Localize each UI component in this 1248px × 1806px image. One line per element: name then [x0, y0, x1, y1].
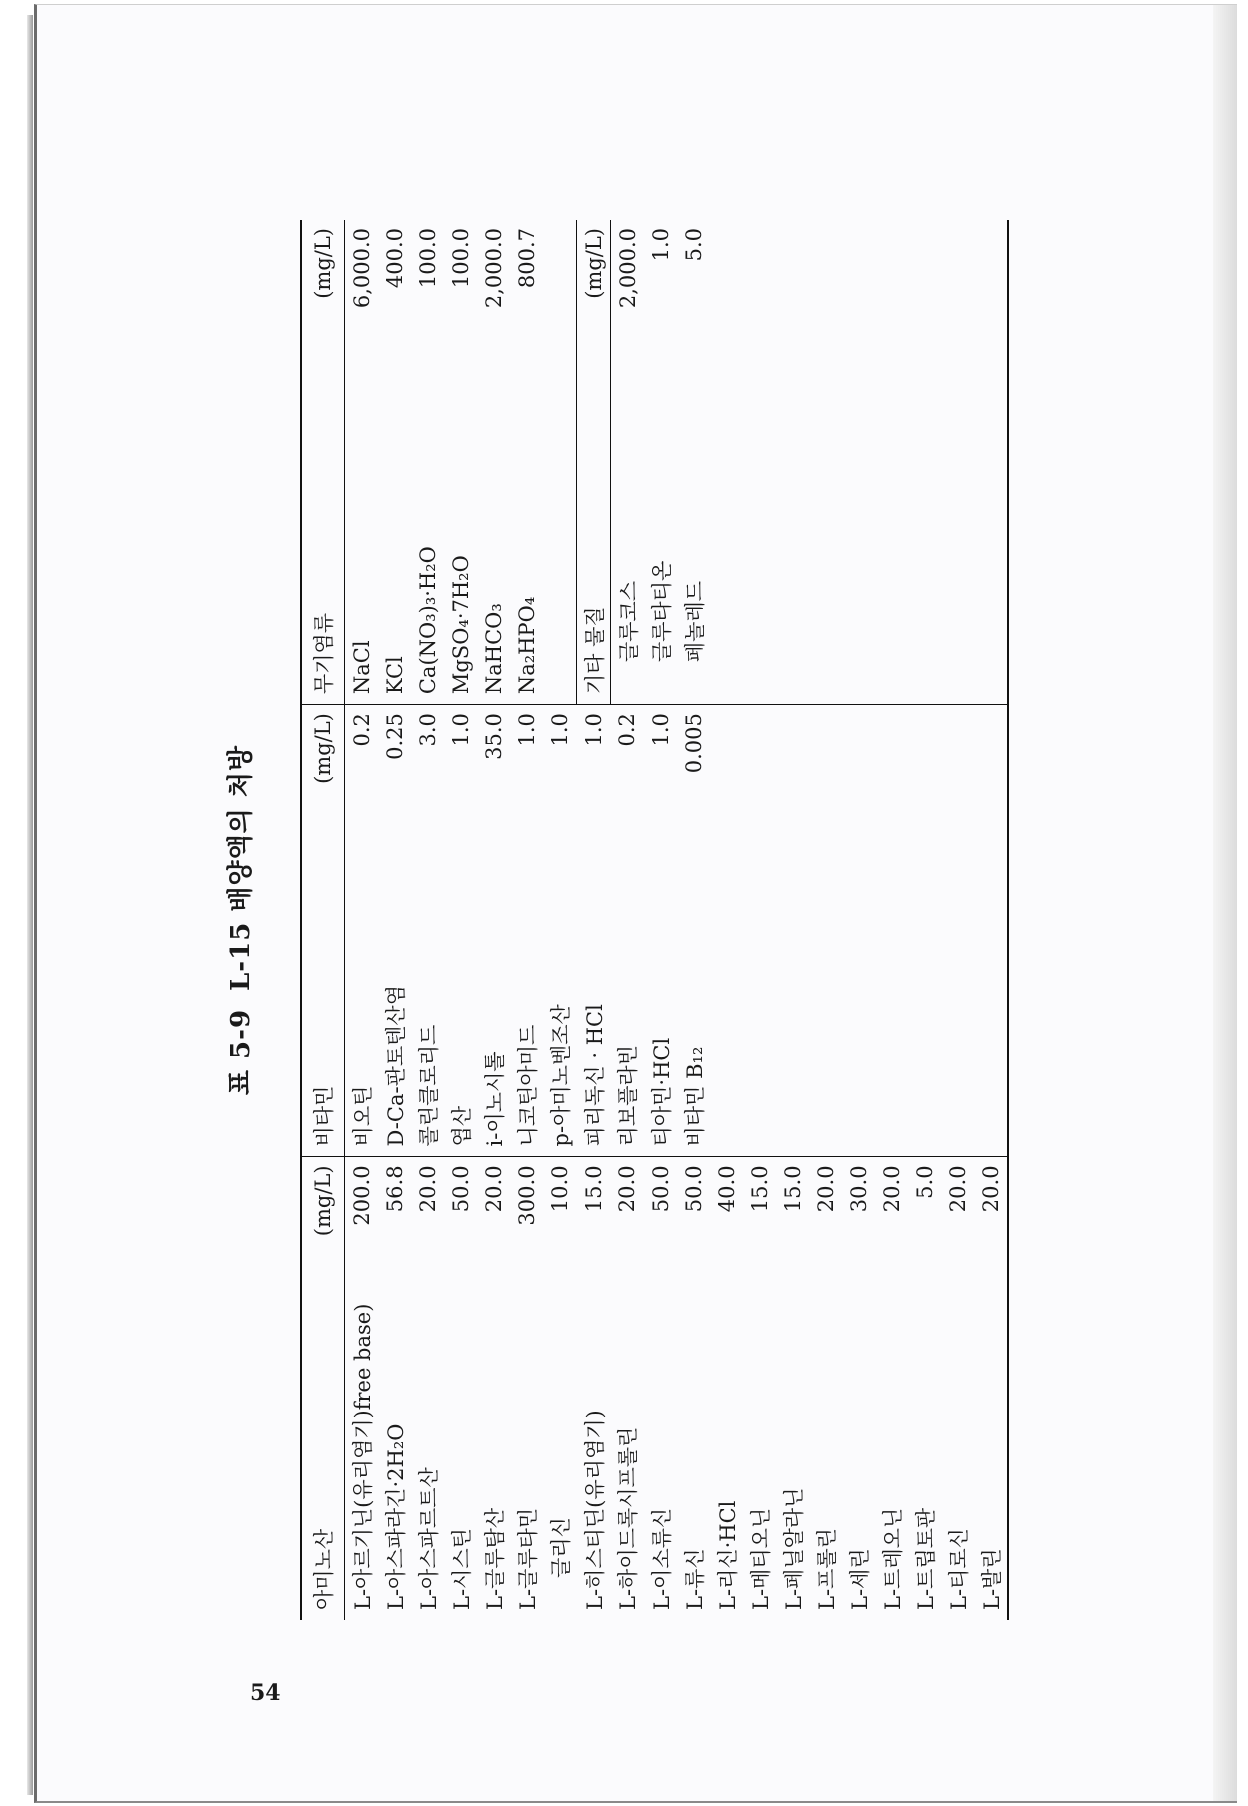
amino-name: L-글루탐산 [482, 1507, 507, 1610]
header-inorganic: 무기염류 [301, 349, 345, 704]
vitamin-value: 0.2 [349, 713, 374, 747]
table-row [974, 220, 1008, 1620]
vitamin-value [875, 705, 908, 823]
inorganic-name: MgSO₄·7H₂O [444, 349, 477, 704]
vitamin-value: 0.005 [681, 713, 706, 774]
amino-value: 20.0 [945, 1165, 970, 1213]
amino-value: 20.0 [813, 1165, 838, 1213]
amino-value: 15.0 [747, 1165, 772, 1213]
table-row [776, 220, 809, 1620]
vitamin-name [875, 823, 908, 1157]
amino-value: 5.0 [912, 1165, 937, 1199]
amino-name: L-하이드록시프롤린 [616, 1426, 641, 1610]
amino-name: 글리신 [548, 1517, 573, 1578]
amino-name: L-프롤린 [814, 1528, 839, 1610]
inorganic-name: NaHCO₃ [477, 349, 510, 704]
amino-name: L-리신·HCl [715, 1500, 740, 1610]
empty-cell [974, 220, 1008, 349]
header-row [301, 220, 345, 1620]
table-row [809, 220, 842, 1620]
table-row [908, 220, 941, 1620]
inorganic-value: 100.0 [448, 228, 473, 289]
empty-cell [743, 349, 776, 704]
vitamin-value [941, 705, 974, 823]
table-row [411, 220, 444, 1620]
vitamin-value: 1.0 [547, 713, 572, 747]
vitamin-value [842, 705, 875, 823]
amino-name: L-아스파라긴·2H₂O [383, 1423, 408, 1610]
table-number: 표 5-9 [226, 1008, 256, 1096]
vitamin-name: 비타민 B₁₂ [677, 823, 710, 1157]
vitamin-name: 니코틴아미드 [510, 823, 543, 1157]
inorganic-name: Na₂HPO₄ [510, 349, 543, 704]
empty-cell [875, 349, 908, 704]
inorganic-name: Ca(NO₃)₃·H₂O [411, 349, 444, 704]
amino-name: L-세린 [847, 1548, 872, 1610]
amino-value: 20.0 [481, 1165, 506, 1213]
other-name: 글루타티온 [644, 349, 677, 704]
empty-cell [543, 349, 577, 704]
amino-name: L-페닐알라닌 [781, 1487, 806, 1610]
vitamin-name [809, 823, 842, 1157]
other-name: 페놀레드 [677, 349, 710, 704]
amino-name: L-트레오닌 [880, 1507, 905, 1610]
vitamin-value [809, 705, 842, 823]
amino-value: 15.0 [581, 1165, 606, 1213]
amino-name: L-글루타민 [515, 1507, 540, 1610]
vitamin-value [974, 705, 1008, 823]
inorganic-name: KCl [378, 349, 411, 704]
empty-cell [875, 220, 908, 349]
inorganic-value: 800.7 [514, 228, 539, 289]
vitamin-name: D-Ca-판토텐산염 [378, 823, 411, 1157]
vitamin-value: 1.0 [448, 713, 473, 747]
amino-value: 40.0 [714, 1165, 739, 1213]
vitamin-value: 3.0 [415, 713, 440, 747]
table-row [710, 220, 743, 1620]
empty-cell [543, 220, 577, 349]
vitamin-value: 0.25 [382, 713, 407, 760]
amino-value: 50.0 [648, 1165, 673, 1213]
amino-name: L-아스파르트산 [416, 1467, 441, 1610]
amino-value: 20.0 [974, 1157, 1008, 1265]
other-header: 기타 물질 [577, 349, 611, 704]
vitamin-value [743, 705, 776, 823]
inorganic-name: NaCl [345, 349, 379, 704]
page-edge [1213, 5, 1237, 1801]
inorganic-value: 6,000.0 [349, 228, 374, 309]
table-row [611, 220, 645, 1620]
amino-value: 10.0 [547, 1165, 572, 1213]
other-value: 2,000.0 [615, 228, 640, 309]
vitamin-value: 1.0 [648, 713, 673, 747]
vitamin-value [776, 705, 809, 823]
table-row [444, 220, 477, 1620]
amino-name: L-발린 [974, 1265, 1008, 1620]
amino-name: L-히스티딘(유리염기) [582, 1410, 607, 1610]
empty-cell [842, 220, 875, 349]
amino-value: 56.8 [382, 1165, 407, 1213]
table-row [842, 220, 875, 1620]
empty-cell [941, 349, 974, 704]
amino-value: 15.0 [780, 1165, 805, 1213]
table-row [543, 220, 577, 1620]
amino-name: L-트립토판 [913, 1507, 938, 1610]
vitamin-name: 비오틴 [345, 823, 379, 1157]
vitamin-name: 피리독신 · HCl [577, 823, 611, 1157]
table-row [345, 220, 379, 1620]
empty-cell [710, 220, 743, 349]
vitamin-value: 1.0 [581, 713, 606, 747]
rotated-table-block [220, 220, 1004, 1620]
empty-cell [743, 220, 776, 349]
table-row [510, 220, 543, 1620]
vitamin-name: 엽산 [444, 823, 477, 1157]
formula-table [300, 220, 1009, 1620]
empty-cell [776, 220, 809, 349]
table-row [577, 220, 611, 1620]
amino-name: L-메티오닌 [748, 1507, 773, 1610]
vitamin-name [710, 823, 743, 1157]
vitamin-value [908, 705, 941, 823]
vitamin-value: 1.0 [514, 713, 539, 747]
other-name: 글루코스 [611, 349, 645, 704]
page-number: 54 [250, 1680, 281, 1706]
vitamin-name: 리보플라빈 [611, 823, 645, 1157]
amino-value: 30.0 [846, 1165, 871, 1213]
amino-name: L-아르기닌(유리염기)free base) [350, 1303, 375, 1610]
vitamin-value [710, 705, 743, 823]
empty-cell [809, 220, 842, 349]
vitamin-value: 35.0 [481, 713, 506, 760]
header-amino: 아미노산 [301, 1265, 345, 1620]
empty-cell [908, 220, 941, 349]
table-title [220, 220, 257, 1620]
table-row [644, 220, 677, 1620]
amino-value: 200.0 [349, 1165, 374, 1226]
amino-value: 20.0 [415, 1165, 440, 1213]
empty-cell [941, 220, 974, 349]
vitamin-name [908, 823, 941, 1157]
vitamin-name [974, 823, 1008, 1157]
amino-value: 20.0 [615, 1165, 640, 1213]
amino-value: 50.0 [681, 1165, 706, 1213]
other-value: 1.0 [648, 228, 673, 262]
header-amino-unit: (mg/L) [301, 1157, 345, 1265]
table-row [875, 220, 908, 1620]
empty-cell [710, 349, 743, 704]
vitamin-name: 콜린클로리드 [411, 823, 444, 1157]
amino-name: L-시스틴 [449, 1528, 474, 1610]
amino-name: L-류신 [682, 1548, 707, 1610]
amino-name: L-티로신 [946, 1528, 971, 1610]
inorganic-value: 100.0 [415, 228, 440, 289]
other-value: 5.0 [681, 228, 706, 262]
empty-cell [809, 349, 842, 704]
header-vitamin-unit: (mg/L) [301, 705, 345, 823]
inorganic-value: 2,000.0 [481, 228, 506, 309]
amino-name: L-이소류신 [649, 1507, 674, 1610]
empty-cell [776, 349, 809, 704]
empty-cell [908, 349, 941, 704]
vitamin-name: 티아민·HCl [644, 823, 677, 1157]
table-row [677, 220, 710, 1620]
table-row [743, 220, 776, 1620]
header-inorganic-unit: (mg/L) [301, 220, 345, 349]
vitamin-name [941, 823, 974, 1157]
vitamin-name [743, 823, 776, 1157]
vitamin-name: p-아미노벤조산 [543, 823, 577, 1157]
inorganic-value: 400.0 [382, 228, 407, 289]
amino-value: 300.0 [514, 1165, 539, 1226]
empty-cell [974, 349, 1008, 704]
vitamin-name: i-이노시톨 [477, 823, 510, 1157]
amino-value: 50.0 [448, 1165, 473, 1213]
other-header-unit: (mg/L) [577, 220, 611, 349]
vitamin-name [842, 823, 875, 1157]
table-row [941, 220, 974, 1620]
vitamin-name [776, 823, 809, 1157]
amino-value: 20.0 [879, 1165, 904, 1213]
table-row [378, 220, 411, 1620]
table-caption: L-15 배양액의 처방 [226, 744, 256, 991]
empty-cell [842, 349, 875, 704]
vitamin-value: 0.2 [615, 713, 640, 747]
table-row [477, 220, 510, 1620]
header-vitamin: 비타민 [301, 823, 345, 1157]
